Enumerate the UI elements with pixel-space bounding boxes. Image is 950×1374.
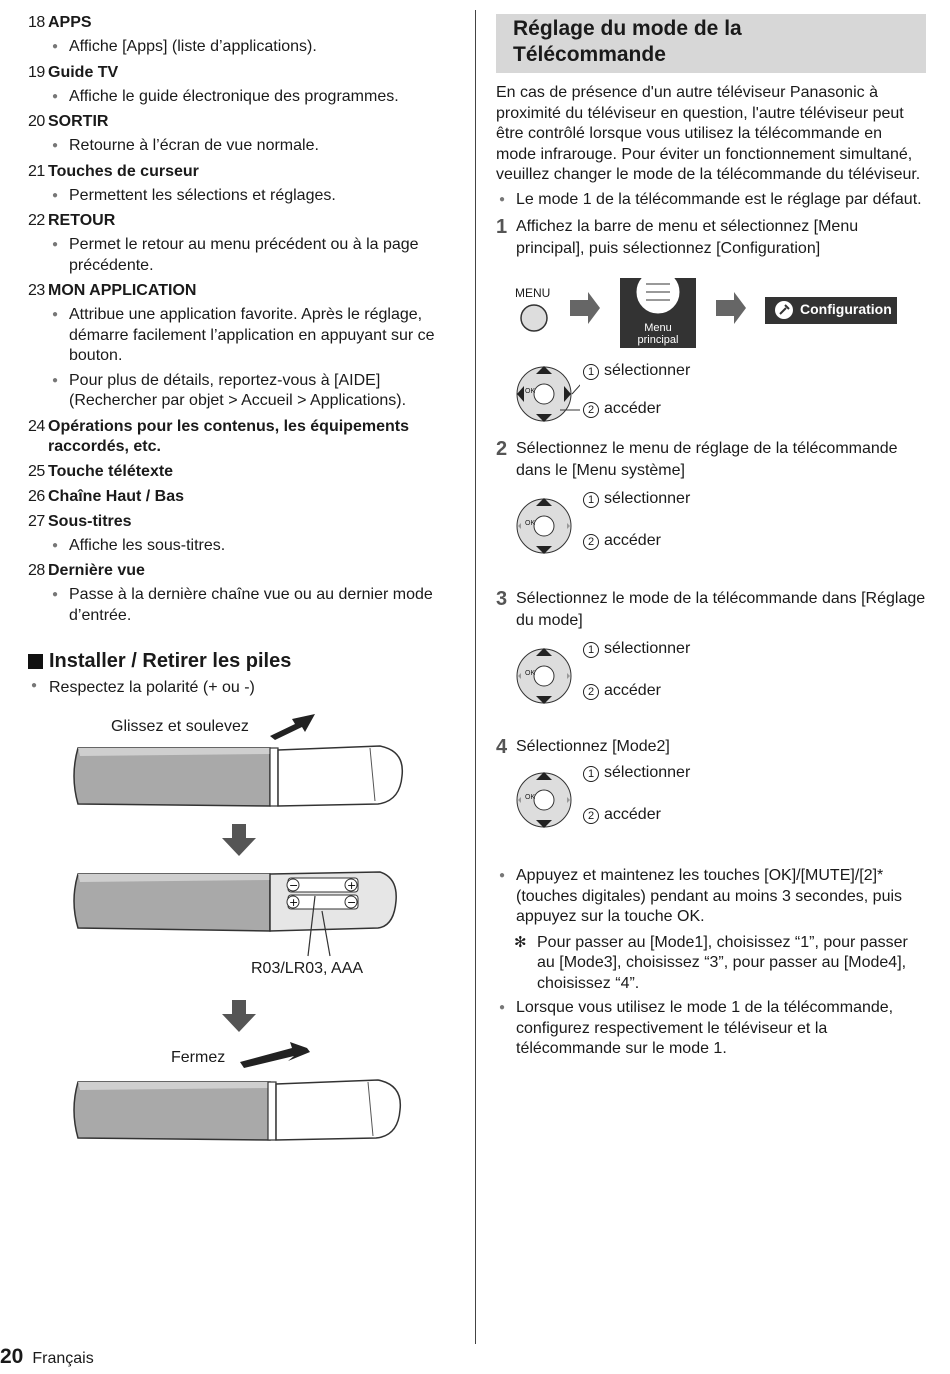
nav-select-label: sélectionner: [604, 490, 691, 507]
item-number: 21: [28, 162, 45, 180]
svg-text:−: −: [347, 896, 357, 909]
nav-select-label: sélectionner: [604, 640, 691, 657]
item-number: 19: [28, 63, 45, 81]
item-number: 26: [28, 487, 45, 505]
nav-block-4: [496, 764, 926, 862]
item-title: SORTIR: [48, 113, 109, 130]
step-number: 3: [496, 588, 508, 610]
item-bullet: ● Pour plus de détails, reportez-vous à [AIDE] (Rechercher par objet > Accueil > Applications).: [28, 371, 458, 412]
item-19: [28, 63, 458, 108]
remote-closed-icon: [74, 1080, 400, 1140]
nav-select-label: sélectionner: [604, 764, 691, 781]
ok-label: OK: [525, 670, 536, 677]
item-title: Sous-titres: [48, 512, 132, 530]
nav-select-label: sélectionner: [604, 362, 691, 379]
nav-block-2: [496, 490, 926, 588]
nav-access-label: accéder: [604, 400, 661, 417]
step-number: 2: [496, 438, 508, 460]
circled-2: 2: [583, 808, 599, 824]
step-text: Affichez la barre de menu et sélectionnez [Menu principal], puis sélectionnez [Configuration]: [516, 218, 859, 257]
language-label: Français: [32, 1350, 94, 1367]
menu-flow: [496, 278, 926, 364]
item-title: Chaîne Haut / Bas: [48, 487, 185, 505]
item-number: 22: [28, 212, 45, 229]
circled-2: 2: [583, 534, 599, 550]
item-23: [28, 281, 458, 412]
item-title: APPS: [48, 14, 92, 31]
item-title: Touches de curseur: [48, 162, 199, 180]
item-title: MON APPLICATION: [48, 282, 197, 299]
step-number: 4: [496, 736, 508, 758]
item-bullet: ● Affiche le guide électronique des programmes.: [28, 87, 458, 108]
configuration-label: Configuration: [800, 301, 892, 317]
menu-button-icon: [521, 305, 547, 331]
arrow-right-icon: [570, 292, 600, 324]
slide-lift-label: Glissez et soulevez: [111, 718, 249, 735]
circled-1: 1: [583, 364, 599, 380]
item-27: [28, 512, 458, 557]
item-21: [28, 162, 458, 207]
battery-section-heading: [28, 650, 458, 673]
item-number: 25: [28, 462, 45, 480]
step-1: [496, 216, 926, 260]
down-arrow-icon: [222, 824, 256, 856]
default-mode-note: ● Le mode 1 de la télécommande est le réglage par défaut.: [496, 190, 926, 211]
svg-text:+: +: [289, 896, 299, 909]
arrow-right-icon: [716, 292, 746, 324]
intro-paragraph: En cas de présence d'un autre téléviseur Panasonic à proximité du téléviseur en question, l'autre téléviseur peut être contrôlé lorsque vous utilisez la télécommande en mode infrarouge. Pour éviter un fonctionnement simultané, veuillez changer le mode de la télécommande du téléviseur.: [496, 84, 921, 183]
step-text: Sélectionnez [Mode2]: [516, 738, 670, 755]
nav-access-label: accéder: [604, 682, 661, 699]
right-column: [496, 14, 926, 1060]
step-number: 1: [496, 216, 508, 238]
heading-line-2: Télécommande: [513, 43, 666, 66]
circled-1: 1: [583, 766, 599, 782]
item-title: Opérations pour les contenus, les équipements raccordés, etc.: [48, 417, 409, 455]
menu-tile-label: [620, 322, 696, 346]
step-4: [496, 736, 926, 758]
close-arrow-icon: [240, 1042, 310, 1068]
menu-flow-graphics: [496, 278, 926, 364]
nav-block-3: [496, 640, 926, 736]
nav-access-label: accéder: [604, 532, 661, 549]
menu-tile-line-2: principal: [637, 334, 679, 346]
remote-mode-heading: [496, 14, 926, 73]
step-text: Sélectionnez le menu de réglage de la télécommande dans le [Menu système]: [516, 440, 898, 479]
item-22: [28, 211, 458, 276]
item-title: RETOUR: [48, 212, 116, 229]
circled-1: 1: [583, 492, 599, 508]
step-text: Sélectionnez le mode de la télécommande dans [Réglage du mode]: [516, 590, 926, 629]
ok-label: OK: [525, 388, 536, 395]
polarity-note: ● Respectez la polarité (+ ou -): [28, 679, 458, 697]
nav-access-label: accéder: [604, 806, 661, 823]
item-bullet: ● Affiche les sous-titres.: [28, 536, 458, 557]
item-number: 27: [28, 512, 45, 530]
nav-block-1: [496, 364, 926, 438]
column-divider: [475, 10, 476, 1344]
menu-tile-line-1: Menu: [644, 322, 672, 334]
battery-section-title: Installer / Retirer les piles: [49, 650, 292, 672]
slide-arrow-icon: [270, 714, 315, 740]
hold-keys-note: ● Appuyez et maintenez les touches [OK]/[MUTE]/[2]* (touches digitales) pendant au moins 3 secondes, puis appuyez sur la touche OK.: [496, 866, 926, 928]
left-column: [28, 8, 458, 697]
item-24: [28, 417, 458, 457]
ok-label: OK: [525, 794, 536, 801]
item-bullet: ● Permet le retour au menu précédent ou à la page précédente.: [28, 235, 458, 276]
remote-open-icon: [74, 746, 402, 806]
item-number: 24: [28, 417, 45, 435]
svg-text:−: −: [289, 879, 299, 892]
black-square-icon: [28, 654, 43, 669]
menu-button-label: MENU: [515, 286, 551, 300]
step-2: [496, 438, 926, 482]
item-title: Guide TV: [48, 63, 119, 81]
close-label: Fermez: [171, 1049, 226, 1066]
down-arrow-icon: [222, 1000, 256, 1032]
item-title: Touche télétexte: [48, 462, 174, 480]
item-28: [28, 561, 458, 626]
mode1-note: ● Lorsque vous utilisez le mode 1 de la télécommande, configurez respectivement le téléviseur et la télécommande sur le mode 1.: [496, 998, 926, 1060]
circled-2: 2: [583, 684, 599, 700]
circled-1: 1: [583, 642, 599, 658]
item-number: 20: [28, 113, 45, 130]
svg-text:+: +: [347, 879, 357, 892]
item-number: 28: [28, 562, 45, 579]
step-3: [496, 588, 926, 632]
item-number: 23: [28, 282, 45, 299]
mode-choice-note: ✻ Pour passer au [Mode1], choisissez “1”, pour passer au [Mode3], choisissez “3”, pour passer au [Mode4], choisissez “4”.: [496, 933, 926, 995]
battery-type-label: R03/LR03, AAA: [251, 960, 364, 977]
battery-illustration: [60, 706, 420, 1156]
item-title: Dernière vue: [48, 562, 145, 579]
item-bullet: ● Passe à la dernière chaîne vue ou au dernier mode d’entrée.: [28, 585, 458, 626]
item-bullet: ● Permettent les sélections et réglages.: [28, 186, 458, 207]
page-footer: [0, 1345, 94, 1369]
item-18: [28, 13, 458, 58]
item-26: [28, 487, 458, 507]
circled-2: 2: [583, 402, 599, 418]
page-number: 20: [0, 1345, 24, 1368]
item-number: 18: [28, 14, 45, 31]
item-bullet: ● Retourne à l’écran de vue normale.: [28, 136, 458, 157]
heading-line-1: Réglage du mode de la: [513, 17, 742, 40]
item-25: [28, 462, 458, 482]
item-bullet: ● Attribue une application favorite. Après le réglage, démarre facilement l’application en appuyant sur ce bouton.: [28, 305, 458, 367]
remote-batteries-icon: [74, 872, 396, 956]
remote-drawings: [60, 706, 420, 1156]
ok-label: OK: [525, 520, 536, 527]
item-bullet: ● Affiche [Apps] (liste d’applications).: [28, 37, 458, 58]
item-20: [28, 112, 458, 157]
